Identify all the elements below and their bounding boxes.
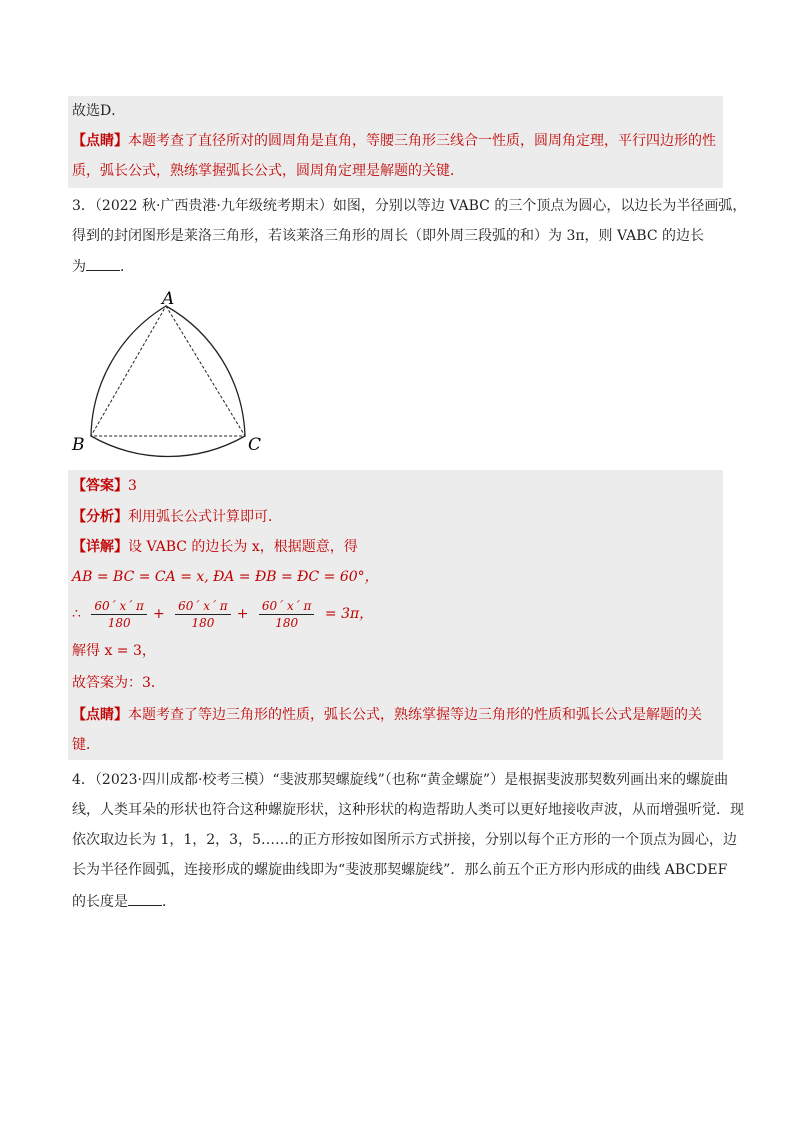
fraction-2 <box>175 598 231 631</box>
detail-tag: 【详解】 <box>72 539 128 555</box>
fraction-2-denominator: 180 <box>191 615 215 630</box>
answer-blank <box>86 256 120 271</box>
q4-line2: 线，人类耳朵的形状也符合这种螺旋形状，这种形状的构造帮助人类可以更好地接收声波，从而增强听觉．现 <box>72 802 744 818</box>
solve-line: 解得 x = 3， <box>72 643 156 659</box>
fraction-1-denominator: 180 <box>107 615 131 630</box>
analysis-line <box>72 507 282 527</box>
inner-triangle <box>91 306 245 436</box>
q3-line1: 3．（2022 秋·广西贵港·九年级统考期末）如图，分别以等边 VABC 的三个顶点为圆心，以边长为半径画弧， <box>72 198 747 214</box>
q4-line3: 依次取边长为 1，1，2，3，5……的正方形按如图所示方式拼接，分别以每个正方形的一个顶点为圆心，边 <box>72 832 737 848</box>
fraction-2-numerator: 60´ x´ π <box>175 598 231 615</box>
answer-tag: 【答案】 <box>72 478 128 494</box>
label-b: B <box>72 435 85 455</box>
q4-line1: 4．（2023·四川成都·校考三模）“斐波那契螺旋线”（也称“黄金螺旋”）是根据斐波那契数列画出来的螺旋曲 <box>72 772 729 788</box>
fraction-3 <box>259 598 315 631</box>
answer-comment-line1 <box>72 705 702 725</box>
answer-comment-text: 本题考查了等边三角形的性质，弧长公式，熟练掌握等边三角形的性质和弧长公式是解题的关 <box>128 707 702 723</box>
q4-line4: 长为半径作圆弧，连接形成的螺旋曲线即为“斐波那契螺旋线”．那么前五个正方形内形成的曲线 ABCDEF <box>72 862 728 878</box>
prev-comment-line2: 质，弧长公式，熟练掌握弧长公式，圆周角定理是解题的关键． <box>72 163 464 179</box>
q4-line5-end: ． <box>162 894 176 910</box>
final-answer-line: 故答案为：3． <box>72 675 165 691</box>
q4-line5-text: 的长度是 <box>72 894 128 910</box>
prev-comment-line1 <box>72 131 716 151</box>
comment-tag: 【点睛】 <box>72 133 128 149</box>
analysis-tag: 【分析】 <box>72 509 128 525</box>
answer-value: 3 <box>128 478 137 494</box>
label-c: C <box>248 435 262 455</box>
fraction-3-numerator: 60´ x´ π <box>259 598 315 615</box>
fraction-1-numerator: 60´ x´ π <box>91 598 147 615</box>
q4-line5 <box>72 891 176 912</box>
fraction-3-denominator: 180 <box>275 615 299 630</box>
fraction-1 <box>91 598 147 631</box>
detail-line <box>72 537 358 557</box>
answer-comment-line2: 键． <box>72 737 100 753</box>
q3-line3-text: 为 <box>72 259 86 275</box>
reuleaux-triangle-figure <box>60 284 280 464</box>
equation-2-end: = 3π， <box>324 606 374 622</box>
plus-2: + <box>236 606 249 622</box>
therefore-symbol: ∴ <box>72 606 81 622</box>
prev-conclusion: 故选D． <box>72 103 126 119</box>
equation-2 <box>72 596 373 632</box>
plus-1: + <box>152 606 165 622</box>
reuleaux-outline <box>91 306 245 456</box>
q3-line3-end: ． <box>120 259 134 275</box>
answer-line <box>72 476 137 496</box>
comment-text: 本题考查了直径所对的圆周角是直角，等腰三角形三线合一性质，圆周角定理，平行四边形的性 <box>128 133 716 149</box>
detail-text: 设 VABC 的边长为 x，根据题意，得 <box>128 539 358 555</box>
label-a: A <box>162 289 175 309</box>
analysis-text: 利用弧长公式计算即可． <box>128 509 282 525</box>
equation-1: AB = BC = CA = x, ÐA = ÐB = ÐC = 60°， <box>72 569 379 585</box>
q3-line2: 得到的封闭图形是莱洛三角形，若该莱洛三角形的周长（即外周三段弧的和）为 3π，则 VABC 的边长 <box>72 228 704 244</box>
q4-answer-blank <box>128 891 162 906</box>
q3-line3 <box>72 256 134 277</box>
answer-comment-tag: 【点睛】 <box>72 707 128 723</box>
